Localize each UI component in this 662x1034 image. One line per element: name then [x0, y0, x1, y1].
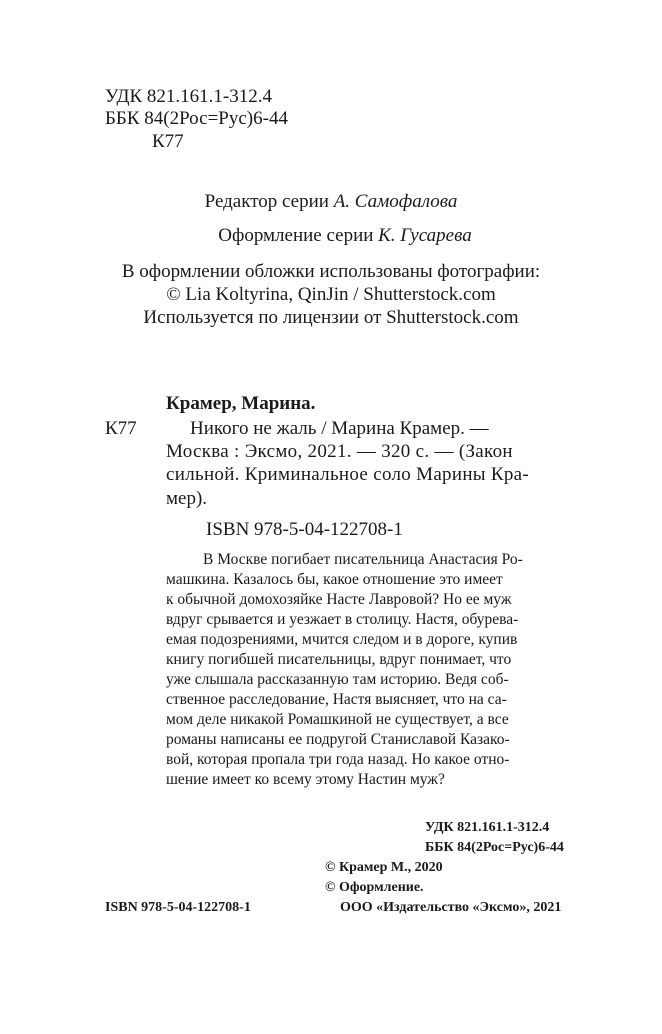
catalog-line-2: Москва : Эксмо, 2021. — 320 с. — (Закон [166, 441, 513, 462]
series-design [14, 224, 662, 248]
copyright-design: © Оформление. [325, 880, 424, 895]
annotation-line: к обычной домохозяйке Насте Лавровой? Но ее муж [166, 591, 512, 608]
series-editor [0, 190, 662, 214]
series-editor-label: Редактор серии [204, 191, 329, 212]
bbk-code: ББК 84(2Рос=Рус)6-44 [105, 108, 288, 129]
annotation-line: емая подозрениями, мчится следом и в дороге, купив [166, 631, 518, 648]
catalog-mark: К77 [105, 418, 137, 439]
annotation-line: романы написаны ее подругой Станиславой Казако- [166, 731, 510, 748]
series-editor-name: А. Самофалова [333, 191, 458, 212]
series-design-label: Оформление серии [218, 225, 374, 246]
photo-credit-line1: В оформлении обложки использованы фотографии: [121, 261, 541, 282]
annotation-line: шение имеет ко всему этому Настин муж? [166, 771, 445, 788]
catalog-line-1: Никого не жаль / Марина Крамер. — [190, 418, 489, 439]
copyright-publisher: ООО «Издательство «Эксмо», 2021 [340, 900, 562, 915]
annotation-line: уже слышала рассказанную там историю. Ведя соб- [166, 671, 509, 688]
catalog-author: Крамер, Марина. [166, 393, 316, 414]
photo-credit-line3: Используется по лицензии от Shutterstock.com [143, 307, 519, 328]
bottom-bbk: ББК 84(2Рос=Рус)6-44 [425, 840, 564, 855]
annotation-line: ственное расследование, Настя выясняет, что на са- [166, 691, 507, 708]
catalog-isbn: ISBN 978-5-04-122708-1 [206, 519, 403, 540]
copyright-author: © Крамер М., 2020 [325, 860, 443, 875]
annotation-line: книгу погибшей писательницы, вдруг понимает, что [166, 651, 512, 668]
catalog-line-4: мер). [166, 488, 208, 509]
catalog-line-3: сильной. Криминальное соло Марины Кра- [166, 464, 530, 485]
annotation-line: вой, которая пропала три года назад. Но какое отно- [166, 751, 510, 768]
annotation-line: мом деле никакой Ромашкиной не существует, а все [166, 711, 509, 728]
series-design-name: К. Гусарева [378, 225, 472, 246]
photo-credit-line2: © Lia Koltyrina, QinJin / Shutterstock.com [166, 284, 496, 305]
annotation-line: машкина. Казалось бы, какое отношение это имеет [166, 571, 503, 588]
bottom-isbn: ISBN 978-5-04-122708-1 [105, 900, 251, 915]
author-mark: К77 [152, 131, 184, 152]
annotation-line: вдруг срывается и уезжает в столицу. Настя, обурева- [166, 611, 519, 628]
annotation-line: В Москве погибает писательница Анастасия Ро- [203, 551, 523, 568]
udk-code: УДК 821.161.1-312.4 [105, 86, 272, 107]
bottom-udk: УДК 821.161.1-312.4 [425, 820, 550, 835]
